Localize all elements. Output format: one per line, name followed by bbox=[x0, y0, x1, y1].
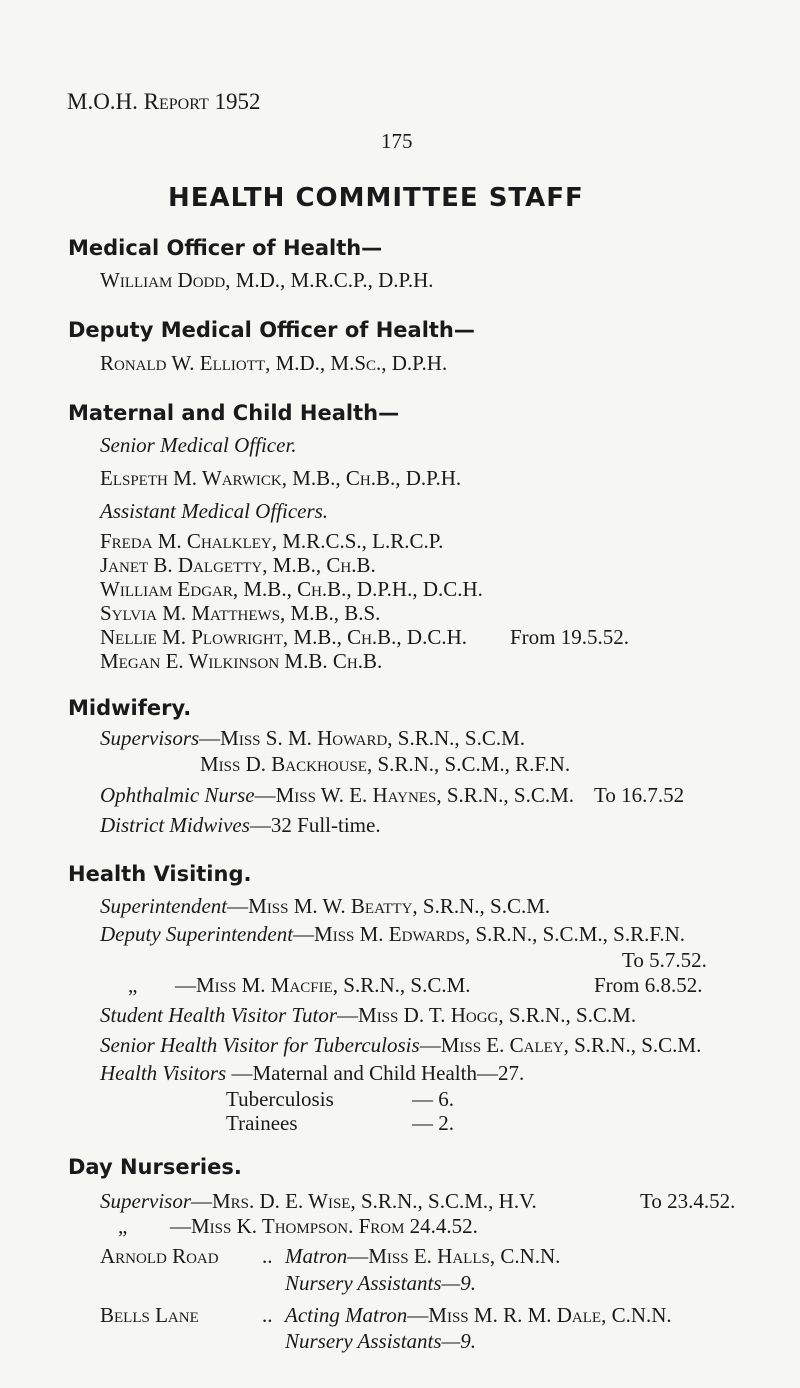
deputy-superintendent-name: —Miss M. Edwards, S.R.N., S.C.M., S.R.F.N. bbox=[293, 922, 686, 946]
bells-lane-place: Bells Lane bbox=[100, 1303, 199, 1327]
ophthalmic-label: Ophthalmic Nurse bbox=[100, 783, 255, 807]
visitors-mch-label: —Maternal and Child Health bbox=[231, 1061, 477, 1085]
bells-lane-dots: .. bbox=[262, 1303, 273, 1327]
report-header: M.O.H. Report 1952 bbox=[67, 89, 261, 114]
nursery-supervisor-row bbox=[100, 1189, 537, 1214]
visitors-tb-value: — 6. bbox=[412, 1087, 454, 1111]
assistant-officers-label: Assistant Medical Officers. bbox=[100, 499, 329, 523]
day-nurseries-heading: Day Nurseries. bbox=[68, 1155, 242, 1179]
student-tutor-row bbox=[100, 1003, 636, 1028]
senior-medical-officer-name: Elspeth M. Warwick, M.B., Ch.B., D.P.H. bbox=[100, 466, 462, 490]
nursery-ditto-mark: „ bbox=[118, 1214, 128, 1238]
assistant-officer-4: Sylvia M. Matthews, M.B., B.S. bbox=[100, 601, 381, 625]
supervisor-2: Miss D. Backhouse, S.R.N., S.C.M., R.F.N. bbox=[200, 752, 571, 776]
ophthalmic-name: —Miss W. E. Haynes, S.R.N., S.C.M. bbox=[254, 783, 575, 807]
health-visiting-heading: Health Visiting. bbox=[68, 862, 252, 886]
health-visitors-row bbox=[100, 1061, 524, 1086]
arnold-matron-name: —Miss E. Halls, C.N.N. bbox=[347, 1244, 561, 1268]
assistant-officer-5: Nellie M. Plowright, M.B., Ch.B., D.C.H. bbox=[100, 625, 468, 649]
ophthalmic-note: To 16.7.52 bbox=[594, 783, 685, 807]
midwifery-heading: Midwifery. bbox=[68, 696, 192, 720]
maternal-heading: Maternal and Child Health— bbox=[68, 401, 400, 425]
arnold-road-matron-row bbox=[285, 1244, 560, 1269]
district-label: District Midwives bbox=[100, 813, 250, 837]
deputy-superintendent-2-note: From 6.8.52. bbox=[594, 973, 703, 997]
visitors-tb-label: Tuberculosis bbox=[226, 1087, 334, 1111]
deputy-name: Ronald W. Elliott, M.D., M.Sc., D.P.H. bbox=[100, 351, 448, 375]
superintendent-label: Superintendent bbox=[100, 894, 228, 918]
nursery-supervisor-2: —Miss K. Thompson. From 24.4.52. bbox=[170, 1214, 478, 1238]
supervisors-row bbox=[100, 726, 525, 751]
bells-matron-label: Acting Matron bbox=[285, 1303, 408, 1327]
nursery-supervisor-1: —Mrs. D. E. Wise, S.R.N., S.C.M., H.V. bbox=[191, 1189, 537, 1213]
supervisors-label: Supervisors bbox=[100, 726, 200, 750]
deputy-superintendent-label: Deputy Superintendent bbox=[100, 922, 294, 946]
visitors-mch-value: —27. bbox=[476, 1061, 525, 1085]
arnold-nursery-assistants: Nursery Assistants—9. bbox=[285, 1271, 476, 1295]
senior-tb-label: Senior Health Visitor for Tuberculosis bbox=[100, 1033, 420, 1057]
visitors-trainees-label: Trainees bbox=[226, 1111, 298, 1135]
assistant-officer-6: Megan E. Wilkinson M.B. Ch.B. bbox=[100, 649, 383, 673]
ophthalmic-row bbox=[100, 783, 574, 808]
district-value: —32 Full-time. bbox=[249, 813, 381, 837]
arnold-road-dots: .. bbox=[262, 1244, 273, 1268]
deputy-superintendent-2-name: —Miss M. Macfie, S.R.N., S.C.M. bbox=[175, 973, 471, 997]
arnold-road-place: Arnold Road bbox=[100, 1244, 219, 1268]
deputy-superintendent-row bbox=[100, 922, 685, 947]
bells-matron-name: —Miss M. R. M. Dale, C.N.N. bbox=[407, 1303, 672, 1327]
superintendent-row bbox=[100, 894, 550, 919]
assistant-officer-3: William Edgar, M.B., Ch.B., D.P.H., D.C.H. bbox=[100, 577, 483, 601]
superintendent-name: —Miss M. W. Beatty, S.R.N., S.C.M. bbox=[227, 894, 551, 918]
supervisor-1: —Miss S. M. Howard, S.R.N., S.C.M. bbox=[199, 726, 525, 750]
deputy-superintendent-note: To 5.7.52. bbox=[622, 948, 707, 972]
senior-tb-row bbox=[100, 1033, 701, 1058]
moh-name: William Dodd, M.D., M.R.C.P., D.P.H. bbox=[100, 268, 434, 292]
district-midwives-row bbox=[100, 813, 381, 838]
senior-tb-name: —Miss E. Caley, S.R.N., S.C.M. bbox=[419, 1033, 702, 1057]
nursery-supervisor-1-note: To 23.4.52. bbox=[640, 1189, 736, 1213]
arnold-matron-label: Matron bbox=[285, 1244, 348, 1268]
assistant-officer-2: Janet B. Dalgetty, M.B., Ch.B. bbox=[100, 553, 376, 577]
plowright-note: From 19.5.52. bbox=[510, 625, 630, 649]
bells-nursery-assistants: Nursery Assistants—9. bbox=[285, 1329, 476, 1353]
page-title: HEALTH COMMITTEE STAFF bbox=[168, 183, 584, 213]
senior-medical-officer-label: Senior Medical Officer. bbox=[100, 433, 297, 457]
student-tutor-label: Student Health Visitor Tutor bbox=[100, 1003, 338, 1027]
page-number: 175 bbox=[381, 129, 413, 153]
moh-heading: Medical Officer of Health— bbox=[68, 236, 383, 260]
ditto-mark: „ bbox=[128, 973, 138, 997]
student-tutor-name: —Miss D. T. Hogg, S.R.N., S.C.M. bbox=[337, 1003, 637, 1027]
assistant-officer-1: Freda M. Chalkley, M.R.C.S., L.R.C.P. bbox=[100, 529, 444, 553]
bells-lane-matron-row bbox=[285, 1303, 672, 1328]
health-visitors-label: Health Visitors bbox=[100, 1061, 227, 1085]
nursery-supervisor-label: Supervisor bbox=[100, 1189, 191, 1213]
deputy-heading: Deputy Medical Officer of Health— bbox=[68, 318, 475, 342]
visitors-trainees-value: — 2. bbox=[412, 1111, 454, 1135]
